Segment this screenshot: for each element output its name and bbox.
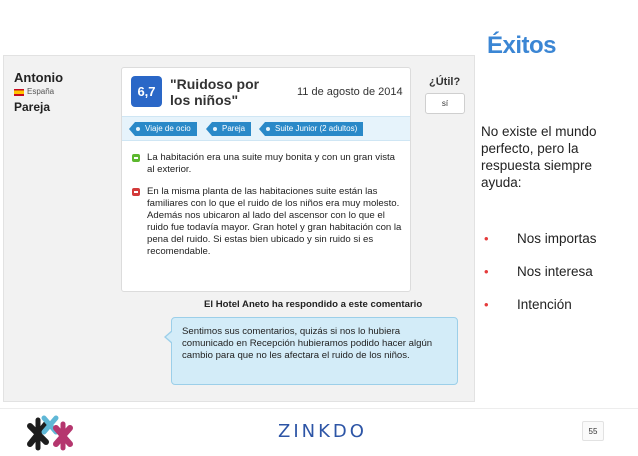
positive-text: La habitación era una suite muy bonita y con un gran vista al exterior. — [147, 152, 395, 175]
footer-divider — [0, 408, 638, 409]
negative-comment — [132, 186, 402, 258]
plus-icon — [132, 154, 140, 162]
review-date: 11 de agosto de 2014 — [297, 86, 403, 98]
positive-comment — [132, 152, 402, 176]
spain-flag-icon — [14, 89, 24, 96]
review-screenshot — [3, 55, 475, 402]
slide-body: No existe el mundo perfecto, pero la respuesta siempre ayuda: — [481, 124, 597, 190]
bullet-dot-icon: • — [484, 297, 489, 312]
traveler-type: Pareja — [14, 100, 51, 114]
bullet-text: Nos interesa — [517, 264, 593, 279]
reviewer-country-label: España — [27, 87, 55, 96]
bullet-dot-icon: • — [484, 264, 489, 279]
page-number: 55 — [582, 421, 604, 441]
hotel-response-text: Sentimos sus comentarios, quizás si nos lo hubiera comunicado en Recepción hubieramos podido hacer algún cambio para que no les afectara el ruido de los niños. — [182, 326, 433, 361]
review-title: "Ruidoso por los niños" — [170, 76, 260, 108]
bullet-dot-icon: • — [484, 231, 489, 246]
tag-leisure[interactable]: Viaje de ocio — [135, 122, 197, 136]
tag-couple[interactable]: Pareja — [212, 122, 251, 136]
bullet-item — [481, 264, 597, 297]
bullet-item — [481, 231, 597, 264]
tag-bar — [122, 116, 410, 141]
hotel-response-heading: El Hotel Aneto ha respondido a este comentario — [204, 299, 423, 310]
score-badge: 6,7 — [131, 76, 162, 107]
bullet-list — [481, 231, 597, 330]
reviewer-info — [14, 70, 94, 115]
zinkdo-logo-icon — [20, 410, 76, 452]
useful-label: ¿Útil? — [429, 76, 461, 88]
slide-title: Éxitos — [487, 32, 557, 59]
reviewer-name: Antonio — [14, 70, 64, 85]
minus-icon — [132, 188, 140, 196]
hotel-response-bubble — [171, 317, 458, 385]
bullet-item — [481, 297, 597, 330]
bullet-text: Intención — [517, 297, 572, 312]
tag-room-type[interactable]: Suite Junior (2 adultos) — [265, 122, 363, 136]
reviewer-country — [14, 86, 94, 98]
negative-text: En la misma planta de las habitaciones suite están las familiares con lo que el ruido de los niños era muy molesto. Además nos ubicaron al lado del ascensor con lo que el ruido fue todavía mayor. Gran hotel y gran habitación con la pena del ruido. Si estas bien ubicado y sin ruido si es recomendable. — [147, 186, 402, 257]
bullet-text: Nos importas — [517, 231, 597, 246]
brand-name: ZINKDO — [278, 421, 367, 442]
useful-yes-button[interactable]: sí — [425, 93, 465, 114]
review-card — [121, 67, 411, 292]
